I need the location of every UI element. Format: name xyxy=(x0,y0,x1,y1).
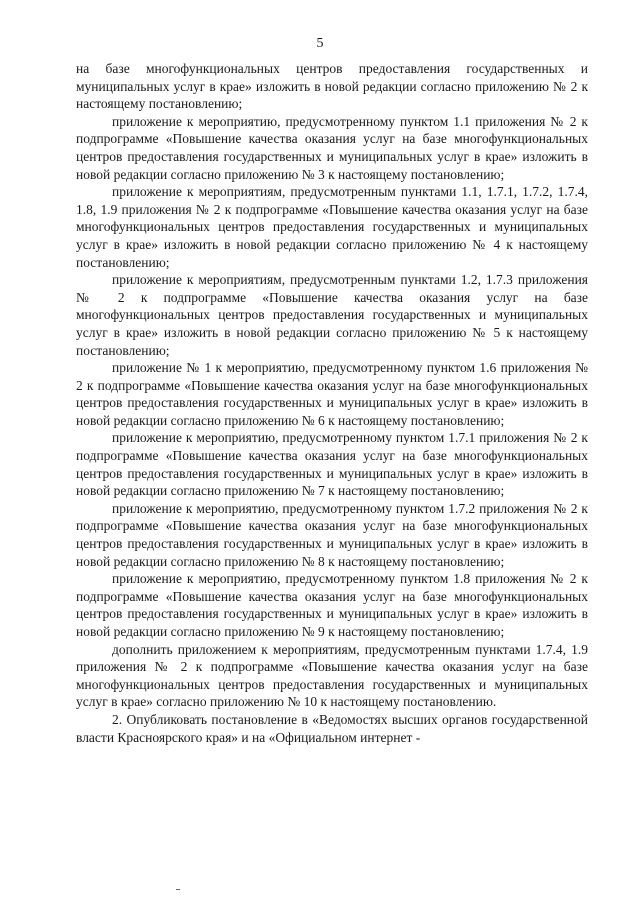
document-body xyxy=(76,60,588,746)
paragraph-1: на базе многофункциональных центров предоставления государственных и муниципальных услуг в крае» изложить в новой редакции согласно приложению № 2 к настоящему постановлению; xyxy=(76,61,588,112)
paragraph-7: приложение к мероприятию, предусмотренному пунктом 1.7.2 приложения № 2 к подпрограмме «Повышение качества оказания услуг на базе многофункциональных центров предоставления государственных и муниципальных услуг в крае» изложить в новой редакции согласно приложению № 8 к настоящему постановлению; xyxy=(76,500,588,569)
paragraph-8: приложение к мероприятию, предусмотренному пунктом 1.8 приложения № 2 к подпрограмме «Повышение качества оказания услуг на базе многофункциональных центров предоставления государственных и муниципальных услуг в крае» изложить в новой редакции согласно приложению № 9 к настоящему постановлению; xyxy=(76,571,588,639)
page-number: 5 xyxy=(316,36,324,51)
paragraph-5: приложение № 1 к мероприятию, предусмотренному пунктом 1.6 приложения № 2 к подпрограмме «Повышение качества оказания услуг на базе многофункциональных центров предоставления государственных и муниципальных услуг в крае» изложить в новой редакции согласно приложению № 6 к настоящему постановлению; xyxy=(76,360,588,428)
paragraph-2: приложение к мероприятию, предусмотренному пунктом 1.1 приложения № 2 к подпрограмме «Повышение качества оказания услуг на базе многофункциональных центров предоставления государственных и муниципальных услуг в крае» изложить в новой редакции согласно приложению № 3 к настоящему постановлению; xyxy=(76,113,588,182)
paragraph-6: приложение к мероприятию, предусмотренному пунктом 1.7.1 приложения № 2 к подпрограмме «Повышение качества оказания услуг на базе многофункциональных центров предоставления государственных и муниципальных услуг в крае» изложить в новой редакции согласно приложению № 7 к настоящему постановлению; xyxy=(76,430,588,499)
scan-artifact-mark xyxy=(176,889,180,890)
paragraph-10: 2. Опубликовать постановление в «Ведомостях высших органов государственной власти Красноярского края» и на «Официальном интернет - xyxy=(76,711,588,745)
paragraph-3: приложение к мероприятиям, предусмотренным пунктами 1.1, 1.7.1, 1.7.2, 1.7.4, 1.8, 1.9 приложения № 2 к подпрограмме «Повышение качества оказания услуг на базе многофункциональных центров предоставления государственных и муниципальных услуг в крае» изложить в новой редакции согласно приложению № 4 к настоящему постановлению; xyxy=(76,184,588,270)
paragraph-9: дополнить приложением к мероприятиям, предусмотренным пунктами 1.7.4, 1.9 приложения № 2 к подпрограмме «Повышение качества оказания услуг на базе многофункциональных центров предоставления государственных и муниципальных услуг в крае» согласно приложению № 10 к настоящему постановлению. xyxy=(76,641,588,710)
paragraph-4: приложение к мероприятиям, предусмотренным пунктами 1.2, 1.7.3 приложения № 2 к подпрограмме «Повышение качества оказания услуг на базе многофункциональных центров предоставления государственных и муниципальных услуг в крае» изложить в новой редакции согласно приложению № 5 к настоящему постановлению; xyxy=(76,272,588,358)
